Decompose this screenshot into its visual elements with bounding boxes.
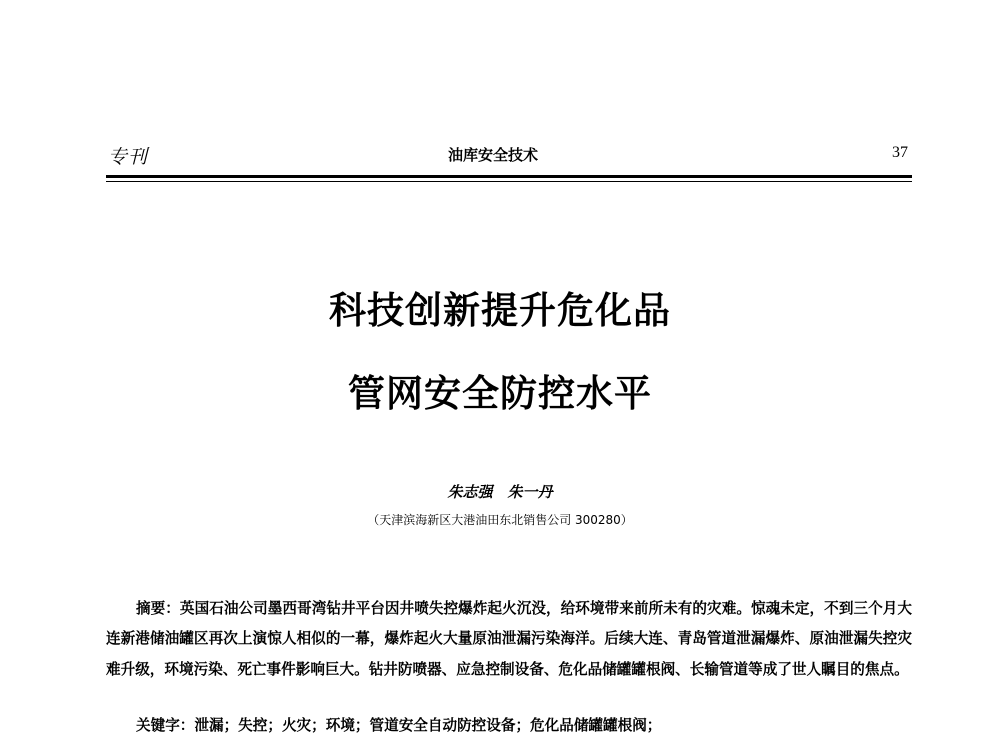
header-rule-thin <box>106 181 912 182</box>
header-rule-thick <box>106 175 912 178</box>
running-header <box>108 138 908 168</box>
section-label: 专刊 <box>108 146 149 168</box>
article-keywords: 关键字：泄漏；失控；火灾；环境；管道安全自动防控设备；危化品储罐罐根阀； <box>136 717 662 734</box>
author-affiliation: （天津滨海新区大港油田东北销售公司 300280） <box>367 513 633 527</box>
page-number: 37 <box>892 144 908 161</box>
article-title-line-2: 管网安全防控水平 <box>348 372 652 415</box>
journal-name: 油库安全技术 <box>448 146 539 164</box>
article-title-line-1: 科技创新提升危化品 <box>329 289 671 332</box>
article-abstract: 摘要：英国石油公司墨西哥湾钻井平台因井喷失控爆炸起火沉没，给环境带来前所未有的灾难。惊魂未定，不到三个月大连新港储油罐区再次上演惊人相似的一幕，爆炸起火大量原油泄漏污染海洋。后续大连、青岛管道泄漏爆炸、原油泄漏失控灾难升级，环境污染、死亡事件影响巨大。钻井防喷器、应急控制设备、危化品储罐罐根阀、长输管道等成了世人瞩目的焦点。 <box>106 600 912 678</box>
article-authors: 朱志强 朱一丹 <box>447 483 553 501</box>
